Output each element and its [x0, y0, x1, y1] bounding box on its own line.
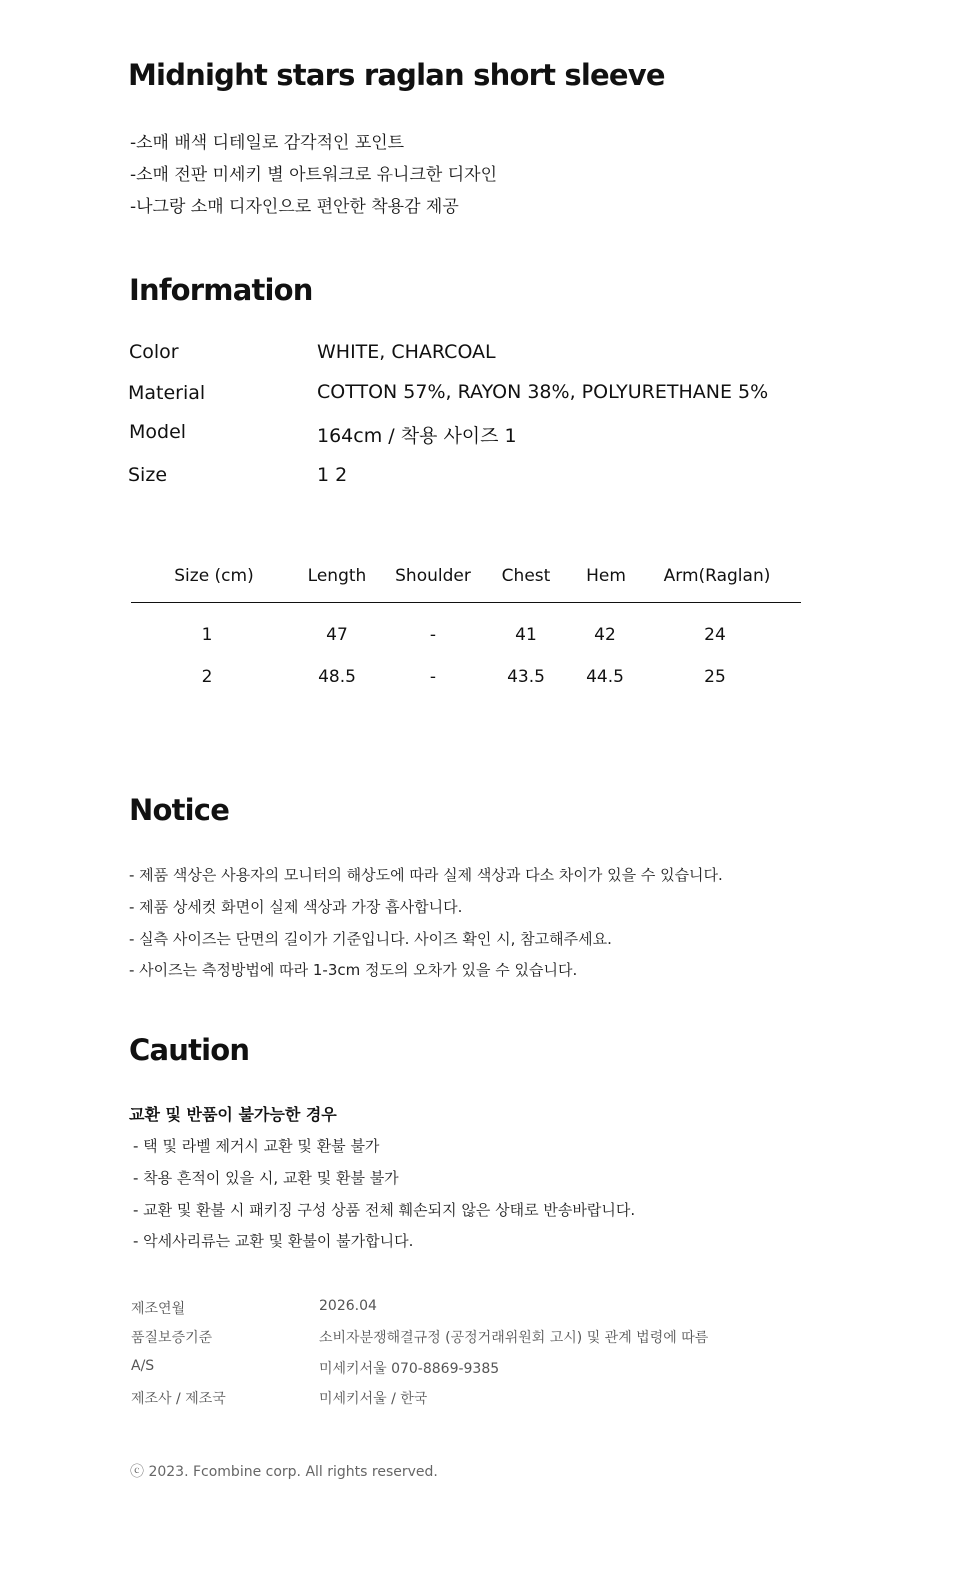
info-value-material: COTTON 57%, RAYON 38%, POLYURETHANE 5%: [317, 381, 769, 403]
notice-line: - 사이즈는 측정방법에 따라 1-3cm 정도의 오차가 있을 수 있습니다.: [129, 961, 578, 979]
info-value-color: WHITE, CHARCOAL: [317, 341, 496, 363]
caution-subheading: 교환 및 반품이 불가능한 경우: [129, 1105, 337, 1124]
product-title: Midnight stars raglan short sleeve: [128, 58, 665, 92]
meta-value: 미세키서울 070-8869-9385: [319, 1361, 500, 1377]
info-value-size: 1 2: [317, 464, 348, 486]
info-label-size: Size: [128, 464, 168, 486]
information-heading: Information: [129, 273, 313, 307]
info-value-model: 164cm / 착용 사이즈 1: [317, 425, 517, 447]
info-label-model: Model: [129, 421, 187, 443]
meta-value: 미세키서울 / 한국: [319, 1391, 428, 1407]
size-table-cell: 2: [201, 667, 213, 687]
meta-label: 제조연월: [131, 1301, 186, 1317]
size-table-cell: 25: [704, 667, 726, 687]
size-table-cell: 47: [326, 625, 348, 645]
copyright-text: ⓒ 2023. Fcombine corp. All rights reserved.: [130, 1464, 438, 1480]
size-table-divider: [131, 602, 801, 603]
size-table-cell: -: [429, 625, 437, 645]
size-table-cell: 48.5: [318, 667, 356, 687]
size-table-cell: 44.5: [586, 667, 624, 687]
size-table-header: Hem: [586, 566, 626, 586]
caution-line: - 착용 흔적이 있을 시, 교환 및 환불 불가: [133, 1169, 399, 1187]
size-table-cell: 42: [594, 625, 616, 645]
size-table-cell: 41: [515, 625, 537, 645]
info-label-color: Color: [129, 341, 179, 363]
feature-line: -소매 배색 디테일로 감각적인 포인트: [130, 133, 405, 153]
size-table-cell: 1: [201, 625, 213, 645]
meta-value: 소비자분쟁해결규정 (공정거래위원회 고시) 및 관계 법령에 따름: [319, 1330, 709, 1346]
caution-line: - 교환 및 환불 시 패키징 구성 상품 전체 훼손되지 않은 상태로 반송바랍니다.: [133, 1201, 636, 1219]
size-table-header: Arm(Raglan): [663, 566, 771, 586]
size-table-header: Size (cm): [174, 566, 254, 586]
caution-line: - 택 및 라벨 제거시 교환 및 환불 불가: [133, 1137, 380, 1155]
size-table-cell: 43.5: [507, 667, 545, 687]
notice-line: - 실측 사이즈는 단면의 길이가 기준입니다. 사이즈 확인 시, 참고해주세요.: [129, 930, 612, 948]
info-label-material: Material: [128, 382, 206, 404]
feature-line: -나그랑 소매 디자인으로 편안한 착용감 제공: [130, 197, 459, 217]
meta-label: 품질보증기준: [131, 1330, 213, 1346]
size-table-cell: -: [429, 667, 437, 687]
meta-value: 2026.04: [319, 1298, 377, 1314]
notice-heading: Notice: [129, 793, 230, 827]
meta-label: 제조사 / 제조국: [131, 1391, 226, 1407]
size-table-header: Shoulder: [395, 566, 471, 586]
size-table-cell: 24: [704, 625, 726, 645]
meta-label: A/S: [131, 1358, 155, 1374]
size-table-header: Chest: [501, 566, 551, 586]
notice-line: - 제품 상세컷 화면이 실제 색상과 가장 흡사합니다.: [129, 898, 463, 916]
size-table-header: Length: [307, 566, 367, 586]
notice-line: - 제품 색상은 사용자의 모니터의 해상도에 따라 실제 색상과 다소 차이가 있을 수 있습니다.: [129, 866, 723, 884]
feature-line: -소매 전판 미세키 별 아트워크로 유니크한 디자인: [130, 165, 497, 185]
caution-heading: Caution: [129, 1033, 250, 1067]
caution-line: - 악세사리류는 교환 및 환불이 불가합니다.: [133, 1232, 414, 1250]
